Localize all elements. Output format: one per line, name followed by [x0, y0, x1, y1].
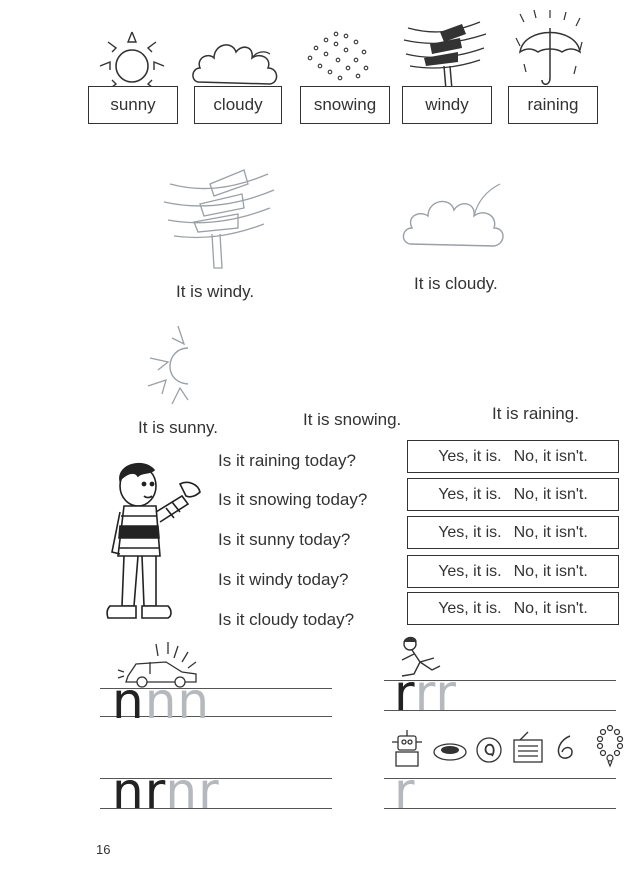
sun-trace-icon — [144, 322, 208, 406]
answer-box-cloudy[interactable] — [407, 592, 619, 625]
answer-no[interactable]: No, it isn't. — [513, 599, 588, 617]
answer-no[interactable]: No, it isn't. — [513, 523, 588, 541]
question-cloudy: Is it cloudy today? — [218, 610, 355, 629]
label-snowing: snowing — [300, 86, 390, 124]
letter-n-trace: nn — [144, 672, 211, 730]
answer-no[interactable]: No, it isn't. — [513, 485, 588, 503]
answer-yes[interactable]: Yes, it is. — [438, 562, 502, 580]
six-icon — [552, 732, 578, 762]
letter-practice-n-row1 — [112, 672, 211, 730]
label-sunny: sunny — [88, 86, 178, 124]
caption-raining: It is raining. — [492, 404, 579, 423]
answer-yes[interactable]: Yes, it is. — [438, 447, 502, 465]
letter-nr-solid: nr — [112, 762, 166, 820]
caption-windy: It is windy. — [176, 282, 255, 301]
letter-practice-nr-row2 — [112, 762, 220, 820]
page-number: 16 — [96, 842, 111, 857]
letter-practice-r-row1 — [394, 664, 457, 722]
label-raining: raining — [508, 86, 598, 124]
answer-yes[interactable]: Yes, it is. — [438, 599, 502, 617]
cloud-trace-icon — [398, 180, 508, 256]
answer-no[interactable]: No, it isn't. — [513, 562, 588, 580]
caption-cloudy: It is cloudy. — [414, 274, 498, 293]
radio-icon — [510, 730, 546, 766]
answer-yes[interactable]: Yes, it is. — [438, 523, 502, 541]
question-snowing: Is it snowing today? — [218, 490, 368, 509]
snow-icon — [300, 28, 380, 88]
cloud-icon — [190, 32, 282, 90]
nine-icon — [476, 734, 502, 766]
answer-box-windy[interactable] — [407, 555, 619, 588]
letter-n-solid: n — [112, 672, 145, 730]
label-cloudy: cloudy — [194, 86, 282, 124]
umbrella-rain-icon — [510, 8, 590, 92]
caption-snowing: It is snowing. — [303, 410, 402, 429]
windy-tree-trace-icon — [160, 160, 280, 272]
question-raining: Is it raining today? — [218, 451, 356, 470]
letter-nr-trace: nr — [165, 762, 220, 820]
letter-r-solid: r — [394, 664, 415, 722]
label-windy: windy — [402, 86, 492, 124]
boy-illustration-icon — [104, 456, 214, 628]
necklace-icon — [596, 724, 624, 768]
writing-line — [384, 808, 616, 809]
answer-box-snowing[interactable] — [407, 478, 619, 511]
caption-sunny: It is sunny. — [138, 418, 218, 437]
letter-practice-r-row2 — [394, 762, 416, 820]
writing-line — [384, 778, 616, 779]
question-sunny: Is it sunny today? — [218, 530, 351, 549]
letter-r-trace: rr — [414, 664, 457, 722]
letter-r-trace: r — [394, 762, 416, 820]
plate-icon — [432, 740, 468, 762]
answer-no[interactable]: No, it isn't. — [513, 447, 588, 465]
answer-box-raining[interactable] — [407, 440, 619, 473]
answer-box-sunny[interactable] — [407, 516, 619, 549]
windy-tree-icon — [400, 14, 490, 94]
question-windy: Is it windy today? — [218, 570, 349, 589]
answer-yes[interactable]: Yes, it is. — [438, 485, 502, 503]
